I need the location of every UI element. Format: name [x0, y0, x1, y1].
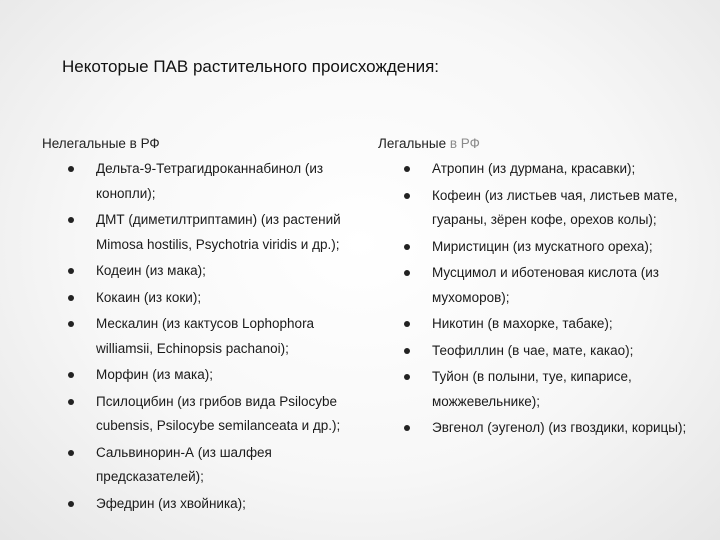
illegal-item-text: Псилоцибин (из грибов вида Psilocybe cubensis, Psilocybe semilanceata и др.);: [96, 393, 341, 433]
bullet-icon: [68, 321, 74, 327]
legal-heading-gray: в РФ: [449, 136, 480, 151]
legal-item-text: Атропин (из дурмана, красавки);: [432, 161, 636, 176]
bullet-icon: [68, 501, 74, 507]
legal-item: [404, 312, 716, 337]
illegal-item: [68, 312, 368, 361]
bullet-icon: [404, 374, 410, 380]
bullet-icon: [68, 372, 74, 378]
legal-item-text: Миристицин (из мускатного ореха);: [432, 238, 653, 254]
slide-title: Некоторые ПАВ растительного происхождения:: [62, 57, 440, 76]
legal-item-text: Туйон (в полыни, туе, кипарисе, можжевельнике);: [432, 369, 632, 409]
illegal-item: [68, 390, 368, 439]
illegal-item: [68, 259, 368, 284]
illegal-list: [68, 157, 368, 518]
bullet-icon: [68, 399, 74, 405]
illegal-heading: Нелегальные в РФ: [42, 136, 160, 151]
bullet-icon: [404, 425, 410, 431]
bullet-icon: [68, 217, 74, 223]
illegal-item: [68, 286, 368, 311]
legal-item-text: Никотин (в махорке, табаке);: [432, 316, 613, 331]
legal-item: [404, 416, 716, 441]
bullet-icon: [404, 166, 410, 172]
illegal-item-text: Мескалин (из кактусов Lophophora williamsii, Echinopsis pachanoi);: [96, 316, 315, 356]
legal-item-text: Теофиллин (в чае, мате, какао);: [432, 342, 634, 358]
illegal-item: [68, 208, 368, 257]
illegal-item: [68, 441, 368, 490]
legal-item-text: Эвгенол (эугенол) (из гвоздики, корицы);: [432, 420, 687, 435]
illegal-item-text: Морфин (из мака);: [96, 367, 213, 382]
illegal-item: [68, 492, 368, 517]
legal-heading: [378, 136, 480, 151]
legal-item-text: Мусцимол и иботеновая кислота (из мухоморов);: [432, 265, 659, 305]
bullet-icon: [68, 166, 74, 172]
bullet-icon: [68, 295, 74, 301]
legal-item: [404, 261, 716, 310]
illegal-item-text: ДМТ (диметилтриптамин) (из растений Mimosa hostilis, Psychotria viridis и др.);: [96, 212, 341, 252]
illegal-item: [68, 157, 368, 206]
bullet-icon: [404, 348, 410, 354]
bullet-icon: [404, 270, 410, 276]
bullet-icon: [404, 193, 410, 199]
legal-item: [404, 365, 716, 414]
bullet-icon: [404, 244, 410, 250]
illegal-item-text: Кокаин (из коки);: [96, 289, 202, 305]
bullet-icon: [404, 321, 410, 327]
legal-item: [404, 157, 716, 182]
legal-item: [404, 339, 716, 364]
illegal-item-text: Дельта-9-Тетрагидроканнабинол (из конопли);: [96, 161, 324, 201]
illegal-item: [68, 363, 368, 388]
legal-item: [404, 184, 716, 233]
legal-item: [404, 235, 716, 260]
legal-item-text: Кофеин (из листьев чая, листьев мате, гуараны, зёрен кофе, орехов колы);: [432, 187, 678, 227]
illegal-item-text: Кодеин (из мака);: [96, 263, 206, 278]
illegal-item-text: Эфедрин (из хвойника);: [96, 495, 246, 511]
legal-heading-main: Легальные: [378, 136, 450, 151]
bullet-icon: [68, 268, 74, 274]
legal-list: [404, 157, 716, 443]
illegal-item-text: Сальвинорин-А (из шалфея предсказателей);: [96, 444, 272, 484]
bullet-icon: [68, 450, 74, 456]
